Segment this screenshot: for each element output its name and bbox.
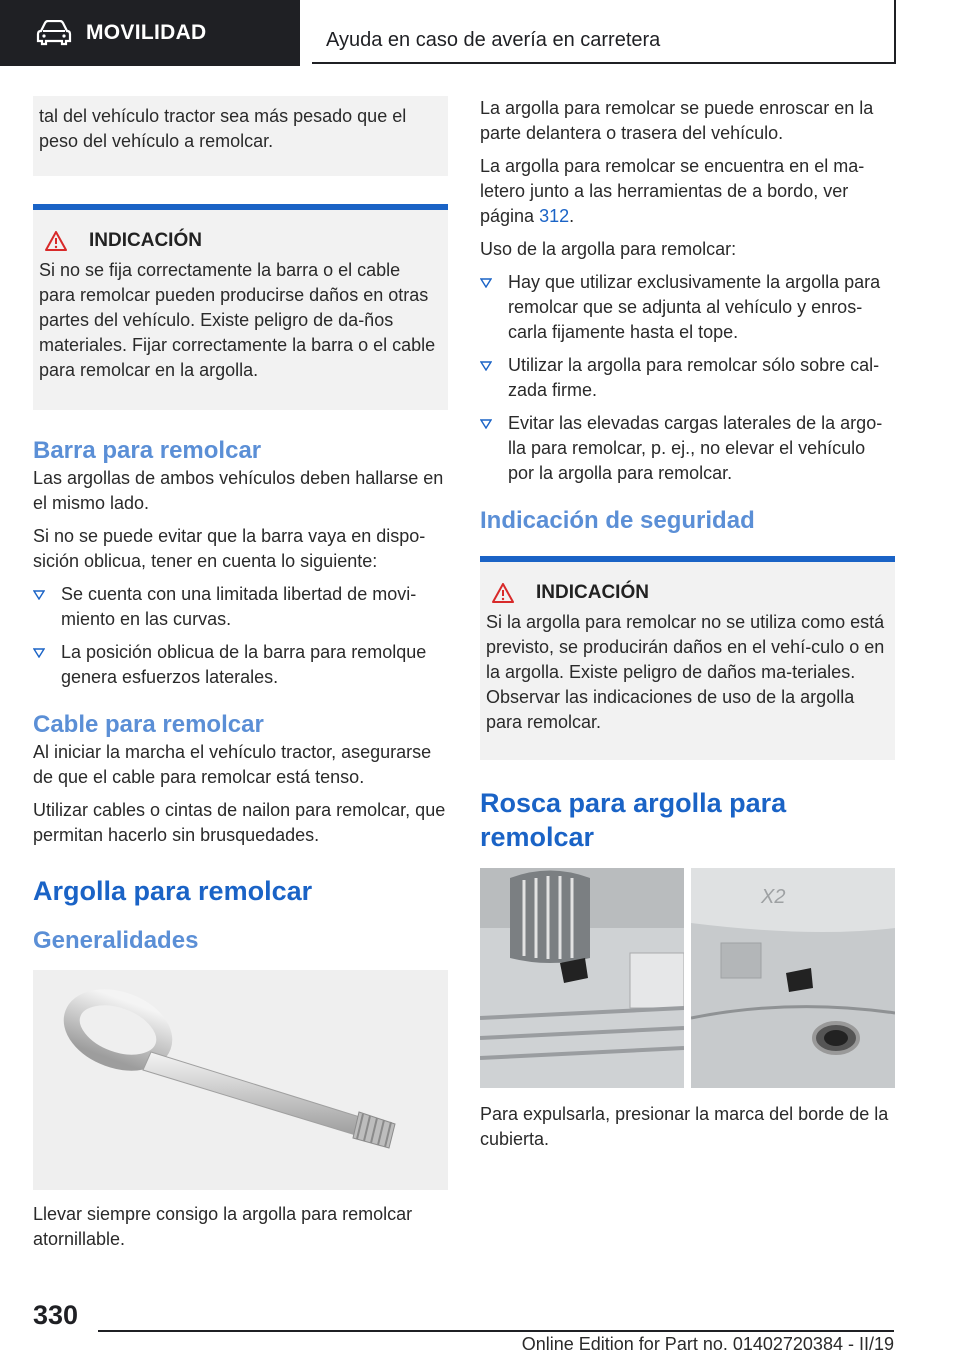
paragraph: La argolla para remolcar se encuentra en el ma-letero junto a las herramientas de a bordo, ver página 312. bbox=[480, 156, 865, 226]
warning-icon bbox=[45, 231, 67, 251]
warning-box bbox=[480, 556, 895, 760]
warning-box bbox=[33, 204, 448, 410]
image-caption: Llevar siempre consigo la argolla para remolcar atornillable. bbox=[33, 1204, 413, 1249]
intro-box bbox=[33, 96, 448, 176]
rear-bumper-image bbox=[691, 868, 895, 1088]
chapter-header bbox=[312, 0, 896, 64]
bullet-list bbox=[33, 582, 448, 690]
list-item bbox=[480, 353, 895, 403]
page-link[interactable]: 312 bbox=[539, 206, 570, 226]
chapter-heading: Argolla para remolcar bbox=[33, 876, 313, 906]
list-item-text: Evitar las elevadas cargas laterales de la argo-lla para remolcar, p. ej., no elevar el vehículo por la argolla para remolcar. bbox=[508, 413, 883, 483]
edition-text: Online Edition for Part no. 01402720384 - II/19 bbox=[521, 1334, 894, 1354]
warning-icon bbox=[492, 583, 514, 603]
section-heading: Cable para remolcar bbox=[33, 711, 264, 738]
footer-divider bbox=[98, 1330, 894, 1332]
triangle-bullet-icon bbox=[33, 648, 45, 658]
triangle-bullet-icon bbox=[480, 419, 492, 429]
paragraph: Las argollas de ambos vehículos deben hallarse en el mismo lado. bbox=[33, 468, 444, 513]
warning-title bbox=[45, 230, 438, 252]
page-number: 330 bbox=[33, 1300, 79, 1330]
triangle-bullet-icon bbox=[480, 361, 492, 371]
list-item-text: La posición oblicua de la barra para remolque genera esfuerzos laterales. bbox=[61, 642, 427, 687]
section-heading: Barra para remolcar bbox=[33, 437, 262, 464]
section-title: MOVILIDAD bbox=[86, 21, 207, 44]
triangle-bullet-icon bbox=[33, 590, 45, 600]
left-column bbox=[33, 96, 448, 1260]
list-item-text: Hay que utilizar exclusivamente la argolla para remolcar que se adjunta al vehículo y enros-carla fijamente hasta el tope. bbox=[508, 272, 881, 342]
paragraph: Utilizar cables o cintas de nailon para remolcar, que permitan hacerlo sin brusquedades. bbox=[33, 800, 446, 845]
tow-eye-illustration bbox=[33, 970, 448, 1190]
paragraph: La argolla para remolcar se puede enroscar en la parte delantera o trasera del vehículo. bbox=[480, 98, 874, 143]
page-header bbox=[0, 0, 960, 66]
car-icon bbox=[36, 20, 72, 46]
list-item-text: Utilizar la argolla para remolcar sólo sobre cal-zada firme. bbox=[508, 355, 880, 400]
warning-text: Si no se fija correctamente la barra o el cable para remolcar pueden producirse daños en otras partes del vehículo. Existe peligro de da-ños materiales. Fijar correctamente la barra o el cable para remolcar en la argolla. bbox=[39, 260, 436, 380]
intro-text: tal del vehículo tractor sea más pesado que el peso del vehículo a remolcar. bbox=[39, 106, 407, 151]
triangle-bullet-icon bbox=[480, 278, 492, 288]
list-item bbox=[33, 640, 448, 690]
front-bumper-image bbox=[480, 868, 684, 1088]
image-caption: Para expulsarla, presionar la marca del borde de la cubierta. bbox=[480, 1104, 889, 1149]
bumper-photos bbox=[480, 868, 895, 1088]
list-item bbox=[480, 270, 895, 345]
right-column bbox=[480, 96, 895, 1160]
section-heading: Indicación de seguridad bbox=[480, 507, 755, 534]
svg-text:X2: X2 bbox=[761, 886, 786, 908]
section-tab bbox=[0, 0, 300, 66]
subheading: Generalidades bbox=[33, 927, 199, 954]
list-item-text: Se cuenta con una limitada libertad de movi-miento en las curvas. bbox=[61, 584, 417, 629]
paragraph: Al iniciar la marcha el vehículo tractor, asegurarse de que el cable para remolcar está tenso. bbox=[33, 742, 432, 787]
tow-eye-image bbox=[33, 970, 448, 1190]
warning-text: Si la argolla para remolcar no se utiliza como está previsto, se producirán daños en el vehí-culo o en la argolla. Existe peligro de daños ma-teriales. Observar las indicaciones de uso de la argolla para remolcar. bbox=[486, 612, 885, 732]
list-item bbox=[33, 582, 448, 632]
warning-title-text: INDICACIÓN bbox=[536, 582, 649, 603]
paragraph: Uso de la argolla para remolcar: bbox=[480, 239, 737, 259]
warning-title bbox=[492, 582, 885, 604]
paragraph: Si no se puede evitar que la barra vaya en dispo-sición oblicua, tener en cuenta lo siguiente: bbox=[33, 526, 426, 571]
list-item bbox=[480, 411, 895, 486]
chapter-heading: Rosca para argolla para remolcar bbox=[480, 788, 787, 852]
warning-title-text: INDICACIÓN bbox=[89, 230, 202, 251]
chapter-title: Ayuda en caso de avería en carretera bbox=[326, 29, 661, 51]
bullet-list bbox=[480, 270, 895, 486]
